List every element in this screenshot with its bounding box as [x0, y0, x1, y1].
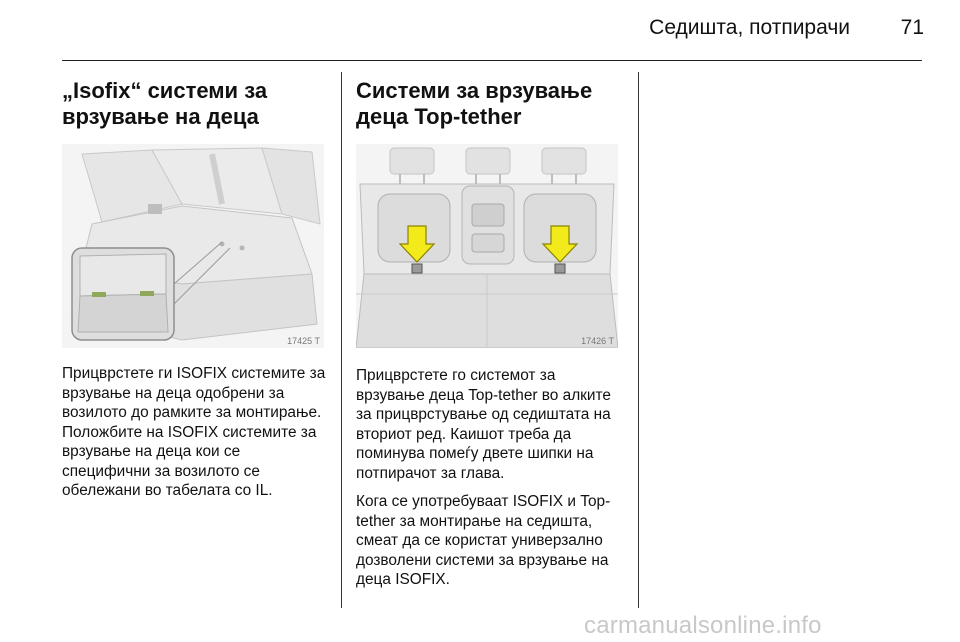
running-header-title: Седишта, потпирачи — [649, 16, 850, 39]
top-tether-heading-line-1: Системи за врзување — [356, 78, 593, 103]
column-divider-right — [638, 72, 639, 608]
header-rule — [62, 60, 922, 61]
isofix-figure-code: 17425 T — [287, 336, 320, 346]
page-number: 71 — [900, 16, 924, 39]
isofix-illustration — [62, 144, 324, 348]
top-tether-paragraph-1: Прицврстете го системот за врзување деца Top-tether во алките за прицврстување од седиштата на вториот ред. Каишот треба да поминува помеѓу двете шипки на потпирачот за глава. — [356, 367, 611, 482]
top-tether-seat-drawing — [356, 144, 618, 348]
isofix-section — [62, 78, 330, 501]
top-tether-illustration — [356, 144, 618, 348]
isofix-heading — [62, 78, 330, 130]
top-tether-paragraph-2: Кога се употребуваат ISOFIX и Top-tether за монтирање на седишта, смеат да се користат универзално дозволени системи за врзување на деца ISOFIX. — [356, 493, 611, 588]
top-tether-heading — [356, 78, 624, 130]
top-tether-section — [356, 78, 624, 590]
column-divider-left — [341, 72, 342, 608]
isofix-seat-drawing — [62, 144, 324, 348]
isofix-heading-line-2: врзување на деца — [62, 104, 259, 129]
isofix-heading-line-1: „Isofix“ системи за — [62, 78, 268, 103]
watermark-text: carmanualsonline.info — [584, 612, 822, 639]
top-tether-figure-code: 17426 T — [581, 336, 614, 346]
isofix-paragraph: Прицврстете ги ISOFIX системите за врзување на деца одобрени за возилото до рамките за монтирање. Положбите на ISOFIX системите за врзување на деца кои се специфични за возилото се обележани во табелата со IL. — [62, 365, 326, 499]
top-tether-heading-line-2: деца Top-tether — [356, 104, 522, 129]
